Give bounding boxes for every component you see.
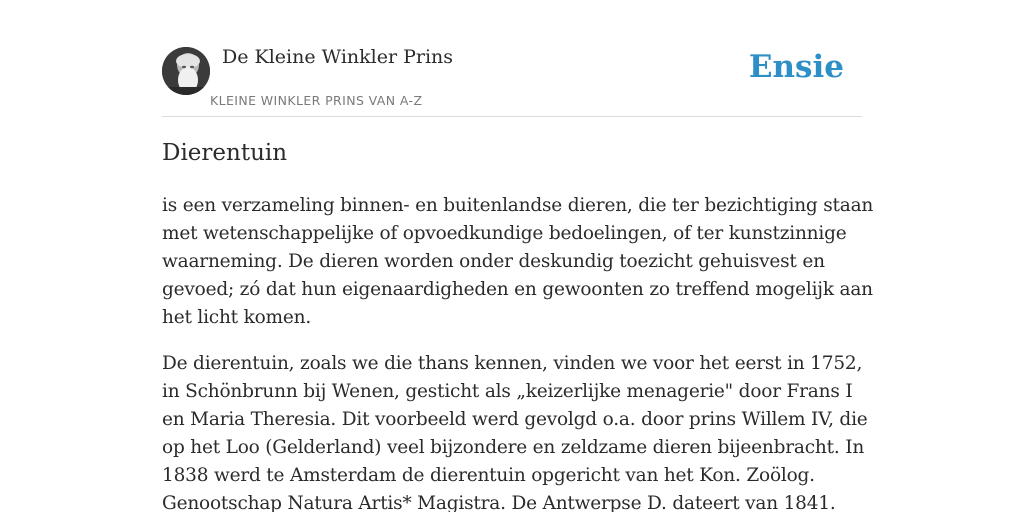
article-paragraph: is een verzameling binnen- en buitenlandse dieren, die ter bezichtiging staan met wetenschappelijke of opvoedkundige bedoelingen, of ter kunstzinnige waarneming. De dieren worden onder deskundig toezicht gehuisvest en gevoed; zó dat hun eigenaardigheden en gewoonten zo treffend mogelijk aan het licht komen. [162,195,874,328]
source-link[interactable]: KLEINE WINKLER PRINS VAN A-Z [210,93,423,108]
article-body [162,192,874,512]
page-content [162,0,874,512]
article-header [162,0,862,117]
author-name-link[interactable]: De Kleine Winkler Prins [222,46,454,68]
author-avatar[interactable] [162,47,210,95]
article-title: Dierentuin [162,140,288,166]
brand-logo-link[interactable]: Ensie [748,49,844,85]
author-portrait-icon [162,47,210,95]
article-paragraph: De dierentuin, zoals we die thans kennen, vinden we voor het eerst in 1752, in Schönbrunn bij Wenen, gesticht als „keizerlijke menagerie" door Frans I en Maria Theresia. Dit voorbeeld werd gevolgd o.a. door prins Willem IV, die op het Loo (Gelderland) veel bijzondere en zeldzame dieren bijeenbracht. In 1838 werd te Amsterdam de dierentuin opgericht van het Kon. Zoölog. Genootschap Natura Artis* Magistra. De Antwerpse D. dateert van 1841. [162,353,868,512]
